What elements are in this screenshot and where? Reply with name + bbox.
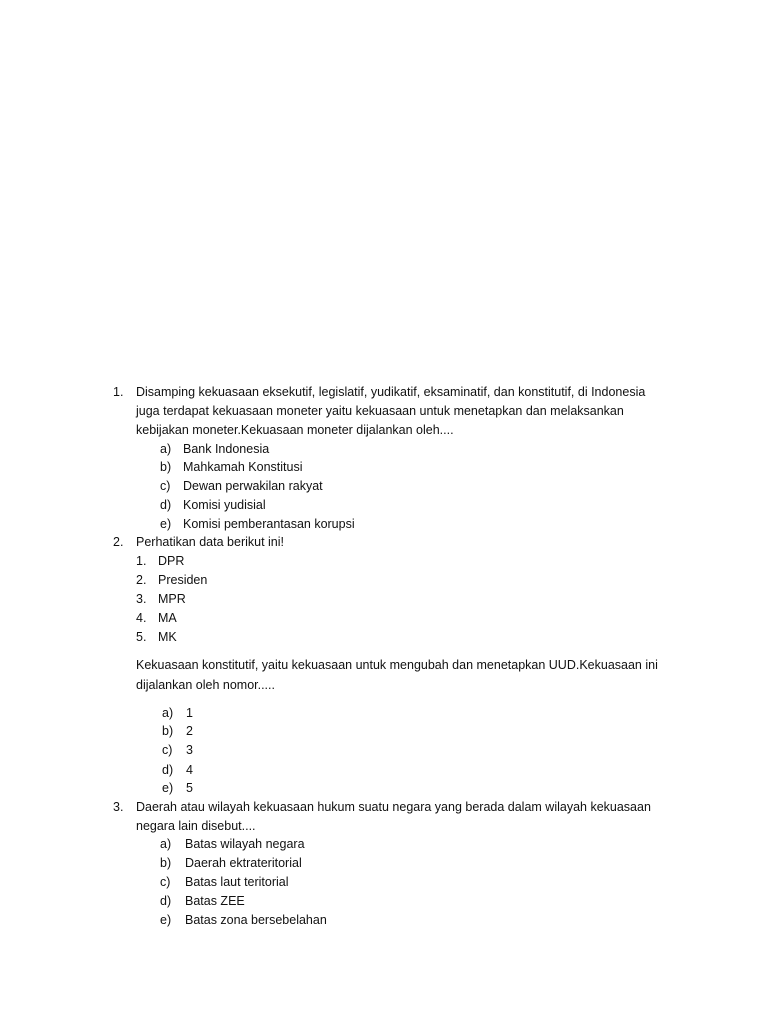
question-intro: Perhatikan data berikut ini! [136, 535, 285, 549]
data-item-number: 5. [136, 630, 147, 644]
data-item-number: 1. [136, 554, 147, 568]
option-text: Komisi yudisial [183, 498, 266, 512]
option-text: 1 [186, 706, 193, 720]
option-text: Komisi pemberantasan korupsi [183, 517, 355, 531]
data-item-text: MK [158, 630, 177, 644]
question-text-line: negara lain disebut.... [136, 819, 256, 833]
option-letter: d) [162, 763, 174, 777]
option-letter: a) [162, 706, 174, 720]
option-text: Bank Indonesia [183, 442, 270, 456]
option-letter: d) [160, 498, 172, 512]
option-letter: b) [162, 724, 174, 738]
question-number: 1. [113, 385, 124, 399]
option-letter: c) [162, 743, 173, 757]
option-text: Mahkamah Konstitusi [183, 460, 303, 474]
data-item-text: MPR [158, 592, 186, 606]
option-text: 4 [186, 763, 193, 777]
option-letter: b) [160, 856, 172, 870]
question-text-line: dijalankan oleh nomor..... [136, 678, 275, 692]
option-letter: a) [160, 442, 172, 456]
question-text-line: Kekuasaan konstitutif, yaitu kekuasaan untuk mengubah dan menetapkan UUD.Kekuasaan ini [136, 658, 658, 672]
data-item-text: DPR [158, 554, 185, 568]
option-text: Batas zona bersebelahan [185, 913, 327, 927]
option-text: 2 [186, 724, 193, 738]
question-text-line: Daerah atau wilayah kekuasaan hukum suatu negara yang berada dalam wilayah kekuasaan [136, 800, 651, 814]
option-text: Dewan perwakilan rakyat [183, 479, 323, 493]
data-item-text: MA [158, 611, 177, 625]
option-text: 5 [186, 781, 193, 795]
data-item-number: 3. [136, 592, 147, 606]
question-number: 2. [113, 535, 124, 549]
option-letter: e) [160, 913, 172, 927]
option-text: Batas ZEE [185, 894, 245, 908]
option-letter: a) [160, 837, 172, 851]
data-item-number: 2. [136, 573, 147, 587]
option-text: Batas laut teritorial [185, 875, 289, 889]
option-text: 3 [186, 743, 193, 757]
data-item-text: Presiden [158, 573, 208, 587]
option-text: Batas wilayah negara [185, 837, 305, 851]
question-text-line: juga terdapat kekuasaan moneter yaitu kekuasaan untuk menetapkan dan melaksankan [136, 404, 624, 418]
question-number: 3. [113, 800, 124, 814]
option-letter: c) [160, 875, 171, 889]
option-letter: e) [160, 517, 172, 531]
option-letter: b) [160, 460, 172, 474]
data-item-number: 4. [136, 611, 147, 625]
option-letter: c) [160, 479, 171, 493]
option-letter: e) [162, 781, 174, 795]
option-text: Daerah ektrateritorial [185, 856, 302, 870]
question-text-line: kebijakan moneter.Kekuasaan moneter dijalankan oleh.... [136, 423, 454, 437]
option-letter: d) [160, 894, 172, 908]
question-text-line: Disamping kekuasaan eksekutif, legislatif, yudikatif, eksaminatif, dan konstitutif, di Indonesia [136, 385, 646, 399]
